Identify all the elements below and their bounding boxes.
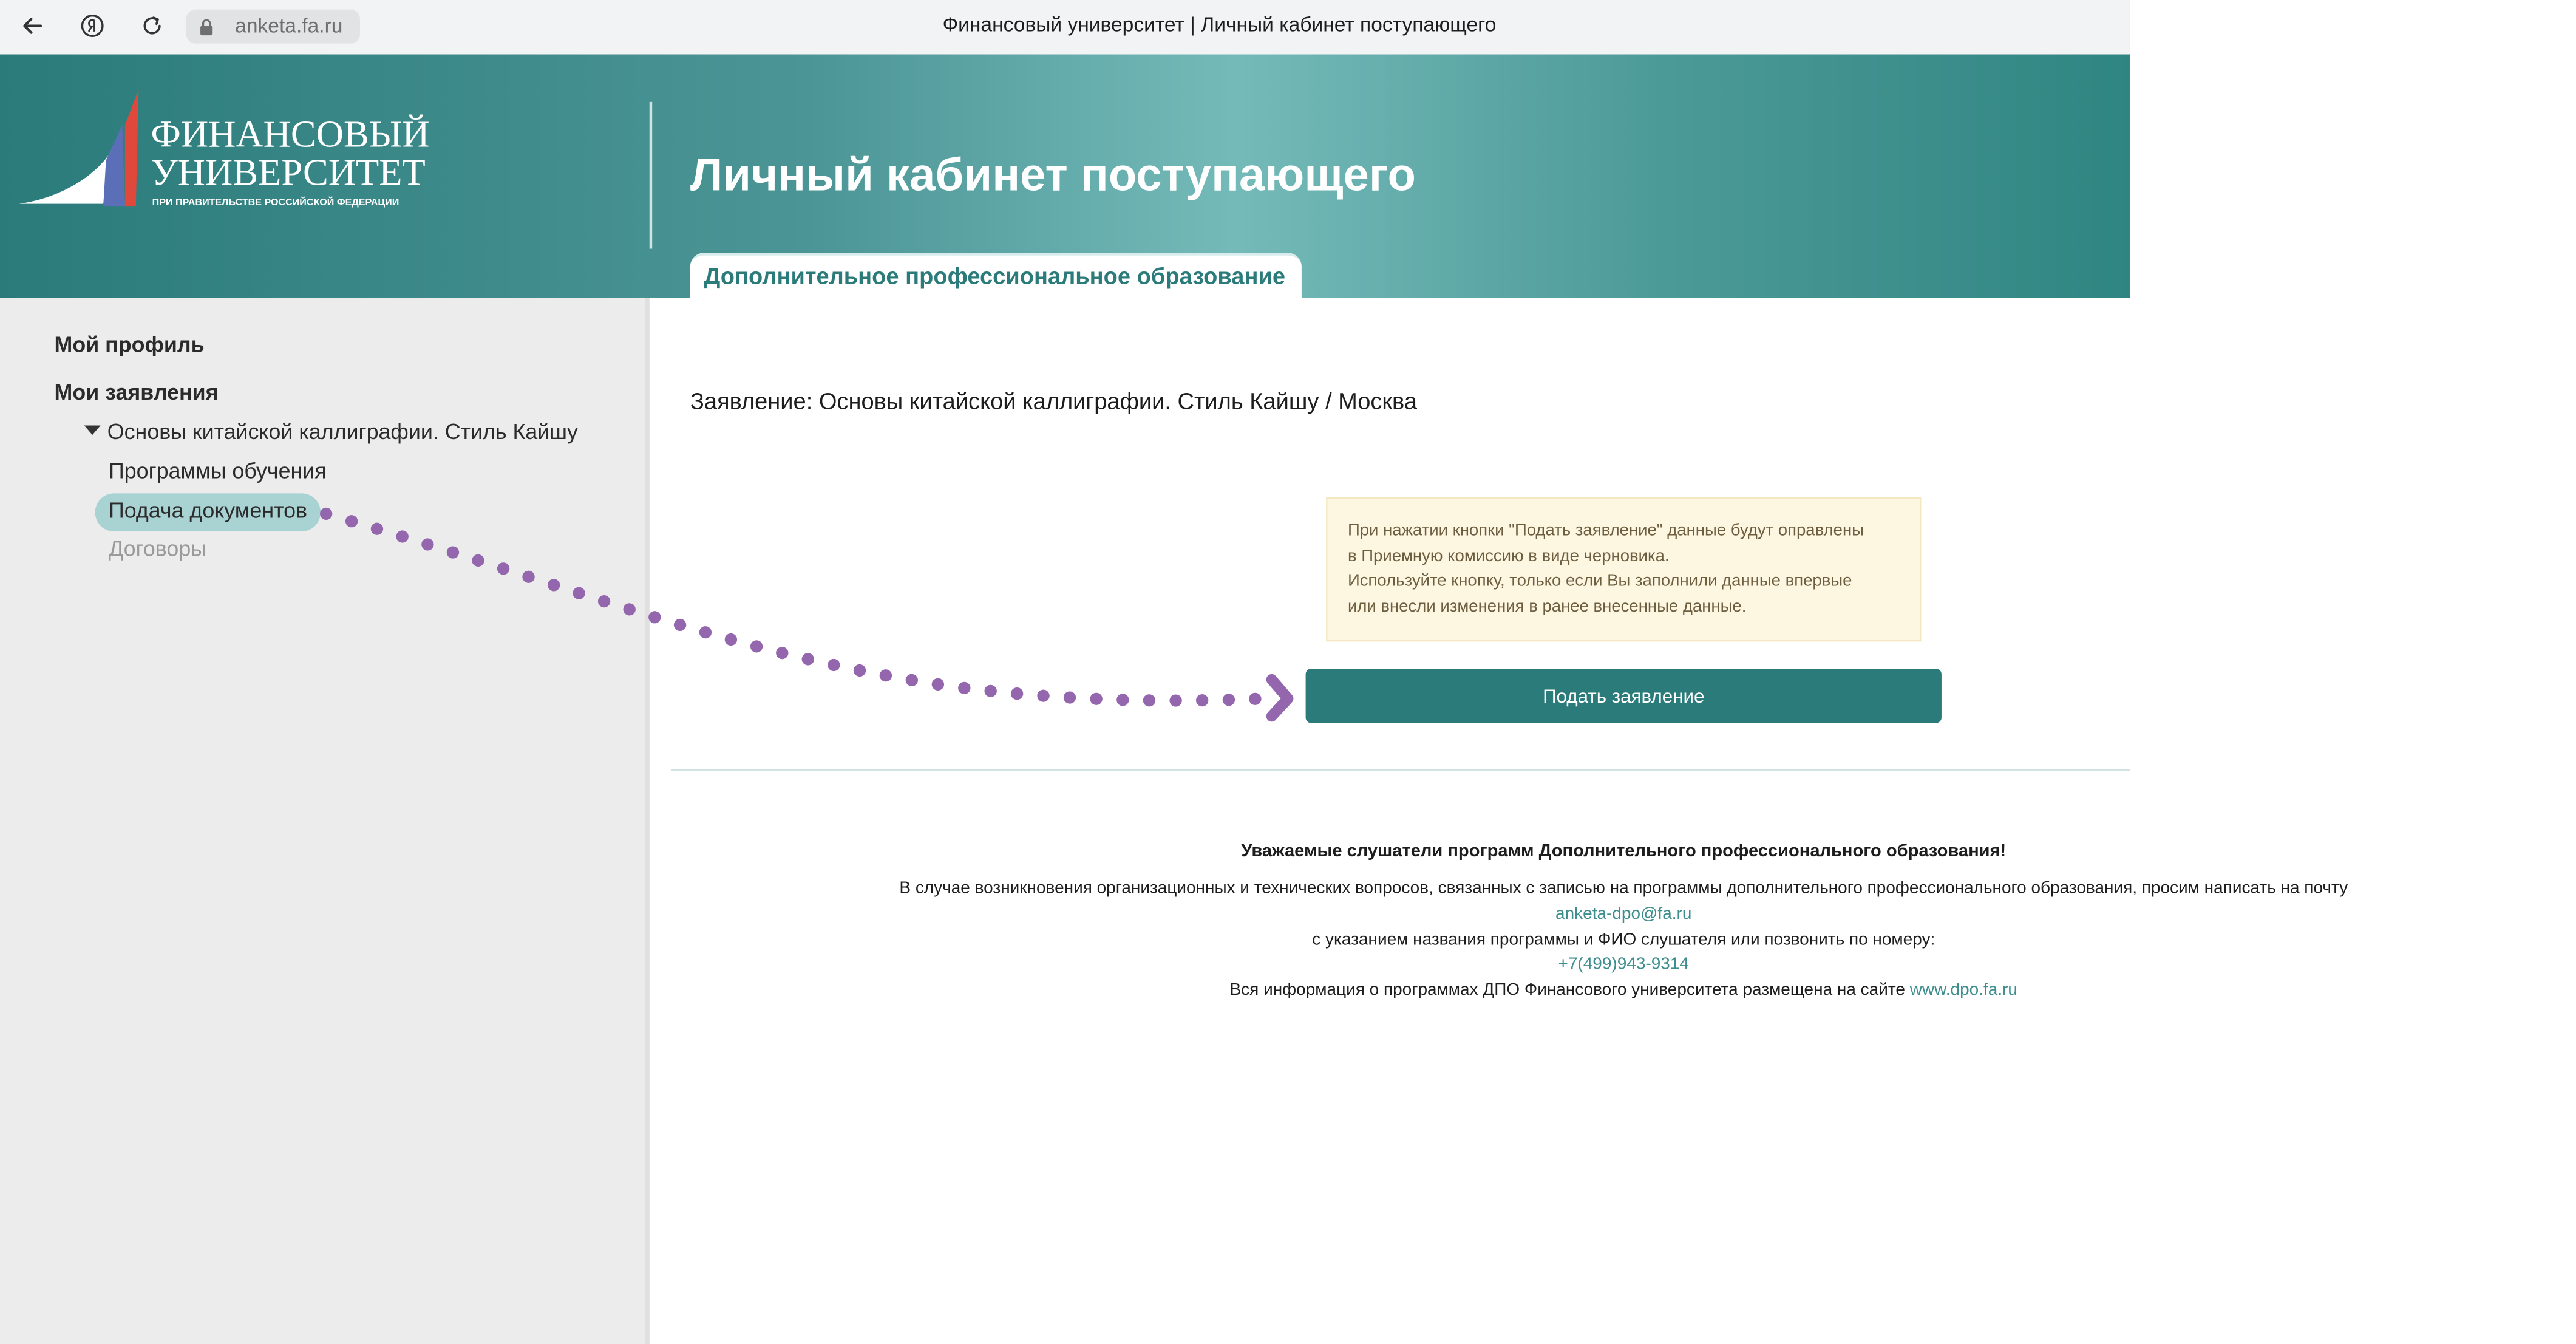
lock-icon xyxy=(197,17,216,36)
content-divider xyxy=(671,769,2130,771)
logo-text-line3: ПРИ ПРАВИТЕЛЬСТВЕ РОССИЙСКОЙ ФЕДЕРАЦИИ xyxy=(152,196,399,208)
logo-emblem-icon xyxy=(16,84,152,220)
notice-line: При нажатии кнопки "Подать заявление" данные будут оправлены xyxy=(1347,520,1864,540)
address-bar[interactable] xyxy=(186,10,360,44)
notice-line: в Приемную комиссию в виде черновика. xyxy=(1347,545,1670,565)
sidebar-item-contracts[interactable]: Договоры xyxy=(109,538,206,562)
sidebar xyxy=(0,298,650,1344)
back-button[interactable] xyxy=(15,8,50,43)
yandex-button[interactable] xyxy=(75,8,110,43)
university-logo[interactable] xyxy=(16,84,430,220)
tab-dpo-label: Дополнительное профессиональное образование xyxy=(704,263,1285,289)
footer-title: Уважаемые слушатели программ Дополнительного профессионального образования! xyxy=(1241,840,2007,861)
caret-down-icon xyxy=(84,426,101,435)
back-arrow-icon xyxy=(21,13,45,38)
sidebar-item-submit-documents-label: Подача документов xyxy=(109,500,308,524)
sidebar-item-programs[interactable]: Программы обучения xyxy=(109,460,327,484)
footer-site-link[interactable]: www.dpo.fa.ru xyxy=(1909,980,2018,999)
footer-line3-text: Вся информация о программах ДПО Финансового университета размещена на сайте xyxy=(1229,980,1905,999)
submit-application-button[interactable]: Подать заявление xyxy=(1306,669,1942,723)
reload-icon xyxy=(140,13,165,38)
sidebar-item-course[interactable] xyxy=(84,421,578,446)
header-divider xyxy=(650,102,652,249)
yandex-icon xyxy=(80,13,104,38)
sidebar-item-course-label: Основы китайской каллиграфии. Стиль Кайшу xyxy=(107,421,578,445)
url-text: anketa.fa.ru xyxy=(235,15,343,38)
tab-dpo[interactable] xyxy=(690,253,1302,298)
sidebar-item-applications[interactable]: Мои заявления xyxy=(54,381,219,405)
site-header xyxy=(0,55,2130,298)
browser-toolbar xyxy=(0,0,2130,56)
application-heading: Заявление: Основы китайской каллиграфии. Стиль Кайшу / Москва xyxy=(690,389,1418,415)
logo-text-line1: ФИНАНСОВЫЙ xyxy=(151,114,430,157)
reload-button[interactable] xyxy=(135,8,170,43)
notice-line: или внесли изменения в ранее внесенные данные. xyxy=(1347,596,1747,616)
notice-line: Используйте кнопку, только если Вы заполнили данные впервые xyxy=(1347,571,1852,590)
notice-box xyxy=(1326,497,1921,641)
annotation-arrowhead-icon xyxy=(1272,680,1288,716)
sidebar-item-submit-documents[interactable] xyxy=(95,493,321,531)
footer-line2: с указанием названия программы и ФИО слушателя или позвонить по номеру: xyxy=(1312,929,1935,949)
footer-phone-link[interactable]: +7(499)943-9314 xyxy=(1558,953,1689,974)
browser-page-title: Финансовый университет | Личный кабинет поступающего xyxy=(942,13,1497,37)
sidebar-item-profile[interactable]: Мой профиль xyxy=(54,334,205,358)
footer-email-link[interactable]: anketa-dpo@fa.ru xyxy=(1555,904,1692,923)
page-title: Личный кабинет поступающего xyxy=(690,149,1416,202)
footer-line1: В случае возникновения организационных и технических вопросов, связанных с записью на программы дополнительного профессионального образования, просим написать на почту xyxy=(899,878,2348,898)
logo-text-line2: УНИВЕРСИТЕТ xyxy=(151,152,426,195)
